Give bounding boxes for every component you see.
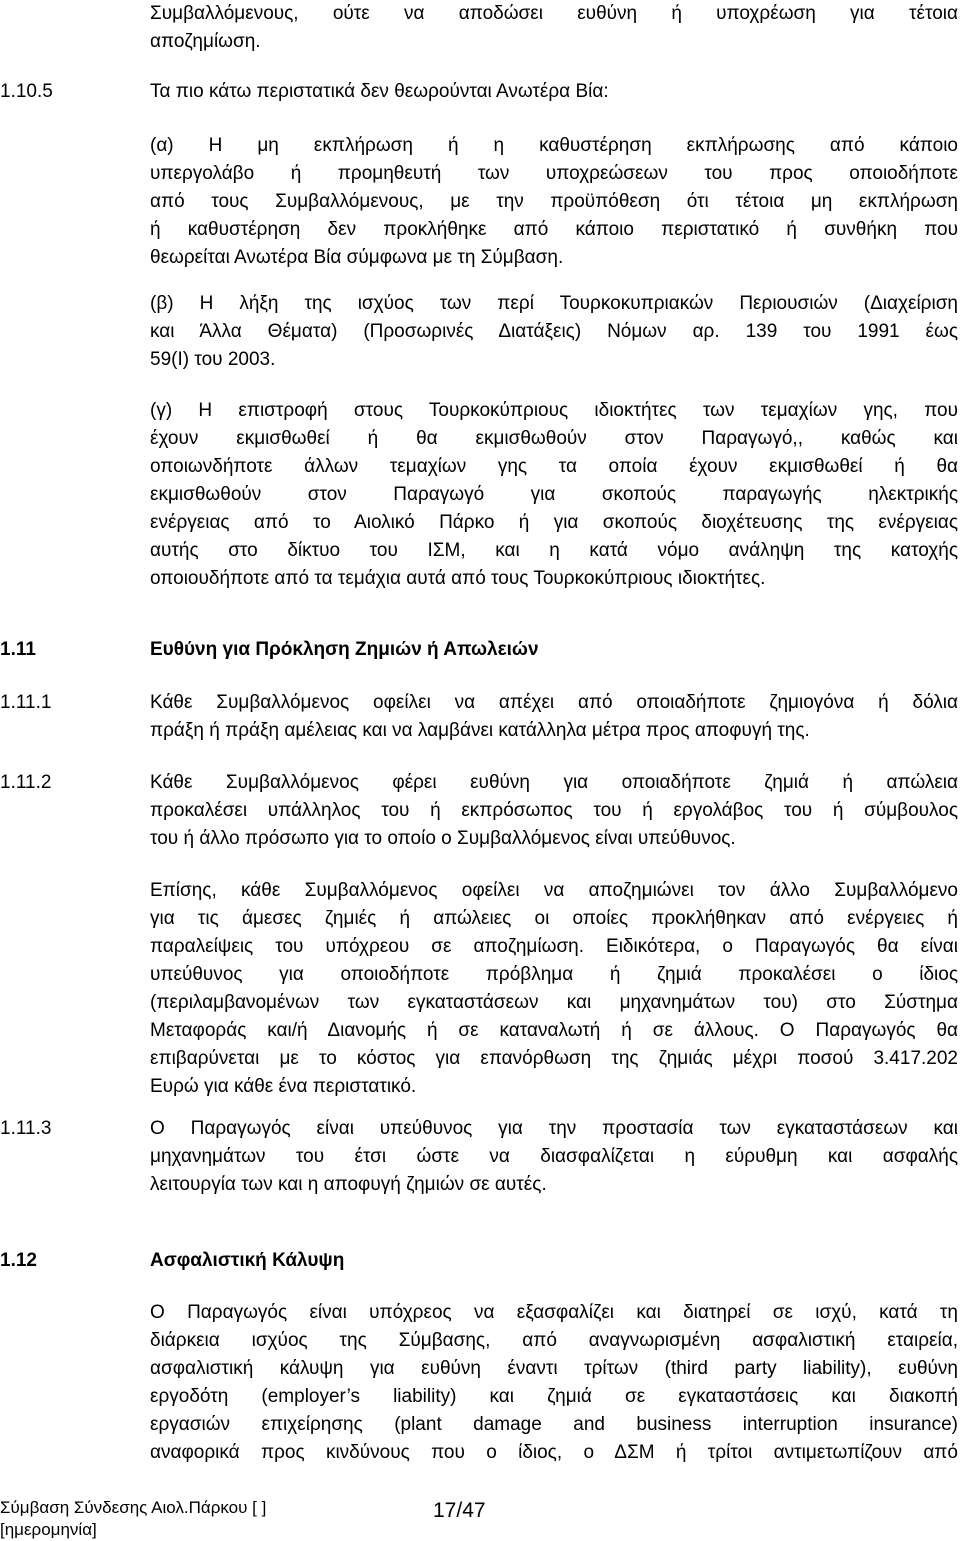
text-line: πράξη ή πράξη αμέλειας και να λαμβάνει κατάλληλα μέτρα προς αποφυγή της. <box>150 720 810 741</box>
text-line: Συμβαλλόμενους, ούτε να αποδώσει ευθύνη ή υποχρέωση για τέτοια <box>150 3 958 24</box>
clause-number: 1.11.2 <box>0 772 52 793</box>
text-line: οποιωνδήποτε άλλων τεμαχίων γης τα οποία έχουν εκμισθωθεί ή θα <box>150 456 958 477</box>
text-line: και Άλλα Θέματα) (Προσωρινές Διατάξεις) Νόμων αρ. 139 του 1991 έως <box>150 321 958 342</box>
text-line: αυτής στο δίκτυο του ΙΣΜ, και η κατά νόμο ανάληψη της κατοχής <box>150 540 958 561</box>
text-line: Ο Παραγωγός είναι υπόχρεος να εξασφαλίζει και διατηρεί σε ισχύ, κατά τη <box>150 1302 958 1323</box>
text-line: Ο Παραγωγός είναι υπεύθυνος για την προστασία των εγκαταστάσεων και <box>150 1118 958 1139</box>
text-line: εκμισθωθούν στον Παραγωγό για σκοπούς παραγωγής ηλεκτρικής <box>150 484 958 505</box>
text-line: (α) Η μη εκπλήρωση ή η καθυστέρηση εκπλήρωσης από κάποιο <box>150 135 958 156</box>
text-line: θεωρείται Ανωτέρα Βία σύμφωνα με τη Σύμβαση. <box>150 247 564 268</box>
footer-date: [ημερομηνία] <box>0 1520 97 1539</box>
text-line: προκαλέσει υπάλληλος του ή εκπρόσωπος του ή εργολάβος του ή σύμβουλος <box>150 800 958 821</box>
text-line: (β) Η λήξη της ισχύος των περί Τουρκοκυπριακών Περιουσιών (Διαχείριση <box>150 293 958 314</box>
section-title: Ευθύνη για Πρόκληση Ζημιών ή Απωλειών <box>150 639 539 660</box>
text-line: λειτουργία των και η αποφυγή ζημιών σε αυτές. <box>150 1174 547 1195</box>
text-line: Μεταφοράς και/ή Διανομής ή σε καταναλωτή ή σε άλλους. Ο Παραγωγός θα <box>150 1020 958 1041</box>
text-line: υπεργολάβο ή προμηθευτή των υποχρεώσεων του προς οποιοδήποτε <box>150 163 958 184</box>
text-line: του ή άλλο πρόσωπο για το οποίο ο Συμβαλλόμενος είναι υπεύθυνος. <box>150 828 736 849</box>
text-line: επιβαρύνεται με το κόστος για επανόρθωση της ζημιάς μέχρι ποσού 3.417.202 <box>150 1048 958 1069</box>
text-line: για τις άμεσες ζημιές ή απώλειες οι οποίες προκλήθηκαν από ενέργειες ή <box>150 908 958 929</box>
text-line: ασφαλιστική κάλυψη για ευθύνη έναντι τρίτων (third party liability), ευθύνη <box>150 1358 958 1379</box>
section-number: 1.11 <box>0 639 36 660</box>
text-line: υπεύθυνος για οποιοδήποτε πρόβλημα ή ζημιά προκαλέσει ο ίδιος <box>150 964 958 985</box>
text-line: Ευρώ για κάθε ένα περιστατικό. <box>150 1076 417 1097</box>
text-line: από τους Συμβαλλόμενους, με την προϋπόθεση ότι τέτοια μη εκπλήρωση <box>150 191 958 212</box>
clause-intro: Τα πιο κάτω περιστατικά δεν θεωρούνται Ανωτέρα Βία: <box>150 81 609 102</box>
clause-number: 1.11.1 <box>0 692 52 713</box>
text-line: ή καθυστέρηση δεν προκλήθηκε από κάποιο περιστατικό ή συνθήκη που <box>150 219 958 240</box>
text-line: αποζημίωση. <box>150 31 261 52</box>
text-line: Επίσης, κάθε Συμβαλλόμενος οφείλει να αποζημιώνει τον άλλο Συμβαλλόμενο <box>150 880 958 901</box>
clause-number: 1.10.5 <box>0 81 53 102</box>
page-number: 17/47 <box>433 1499 486 1522</box>
text-line: (γ) Η επιστροφή στους Τουρκοκύπριους ιδιοκτήτες των τεμαχίων γης, που <box>150 400 958 421</box>
text-line: οποιουδήποτε από τα τεμάχια αυτά από τους Τουρκοκύπριους ιδιοκτήτες. <box>150 568 766 589</box>
text-line: (περιλαμβανομένων των εγκαταστάσεων και μηχανημάτων του) στο Σύστημα <box>150 992 958 1013</box>
text-line: εργοδότη (employer’s liability) και ζημιά σε εγκαταστάσεις και διακοπή <box>150 1386 958 1407</box>
footer-doc-title: Σύμβαση Σύνδεσης Αιολ.Πάρκου [ ] <box>0 1498 267 1517</box>
text-line: Κάθε Συμβαλλόμενος φέρει ευθύνη για οποιαδήποτε ζημιά ή απώλεια <box>150 772 958 793</box>
text-line: εργασιών επιχείρησης (plant damage and business interruption insurance) <box>150 1414 958 1435</box>
text-line: ενέργειας από το Αιολικό Πάρκο ή για σκοπούς διοχέτευσης της ενέργειας <box>150 512 958 533</box>
text-line: διάρκεια ισχύος της Σύμβασης, από αναγνωρισμένη ασφαλιστική εταιρεία, <box>150 1330 958 1351</box>
text-line: παραλείψεις του υπόχρεου σε αποζημίωση. Ειδικότερα, ο Παραγωγός θα είναι <box>150 936 958 957</box>
text-line: μηχανημάτων του έτσι ώστε να διασφαλίζεται η εύρυθμη και ασφαλής <box>150 1146 958 1167</box>
text-line: 59(Ι) του 2003. <box>150 349 276 370</box>
clause-number: 1.11.3 <box>0 1118 52 1139</box>
text-line: αναφορικά προς κινδύνους που ο ίδιος, ο ΔΣΜ ή τρίτοι αντιμετωπίζουν από <box>150 1442 958 1463</box>
section-number: 1.12 <box>0 1250 37 1271</box>
section-title: Ασφαλιστική Κάλυψη <box>150 1250 345 1271</box>
text-line: Κάθε Συμβαλλόμενος οφείλει να απέχει από οποιαδήποτε ζημιογόνα ή δόλια <box>150 692 958 713</box>
text-line: έχουν εκμισθωθεί ή θα εκμισθωθούν στον Παραγωγό,, καθώς και <box>150 428 958 449</box>
